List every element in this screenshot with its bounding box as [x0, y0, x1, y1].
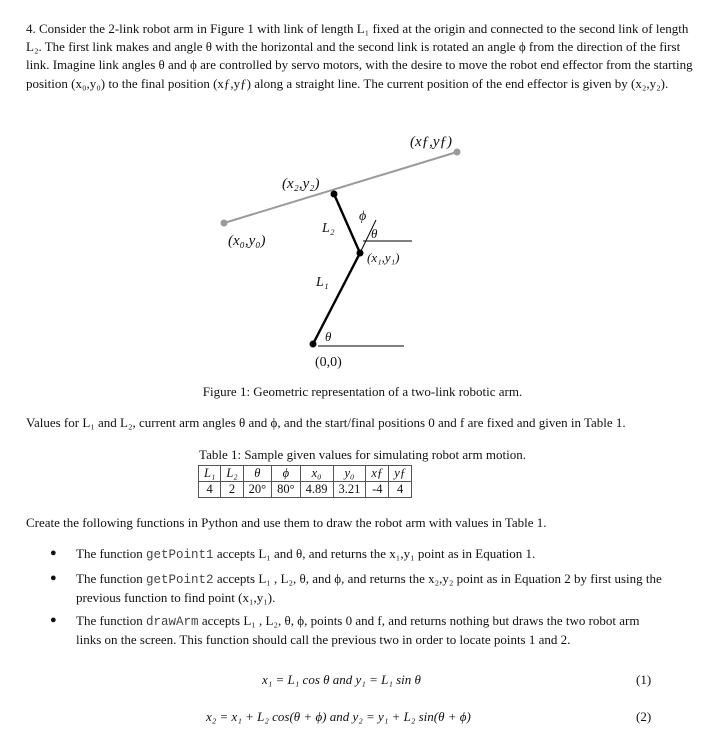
- table-cell: 4: [389, 482, 412, 498]
- label-xf-yf: (xƒ,yƒ): [410, 134, 453, 150]
- link-1: [313, 253, 360, 344]
- values-description: Values for L₁ and L₂, current arm angles θ and ϕ, and the start/final positions 0 and f are fixed and given in Table 1.: [26, 415, 626, 430]
- table-header-cell: θ: [243, 466, 272, 482]
- label-x2-y2: (x₂,y₂): [282, 176, 320, 192]
- end-effector: [331, 191, 338, 198]
- table-header-cell: ϕ: [272, 466, 301, 482]
- create-instruction: Create the following functions in Python and use them to draw the robot arm with values in Table 1.: [26, 515, 547, 530]
- start-point: [221, 220, 228, 227]
- equation-1-number: (1): [636, 672, 652, 687]
- origin-joint: [310, 341, 317, 348]
- values-table: [198, 465, 412, 498]
- table-cell: 3.21: [333, 482, 366, 498]
- table-caption: Table 1: Sample given values for simulating robot arm motion.: [199, 447, 526, 462]
- label-origin: (0,0): [315, 355, 342, 370]
- function-name: drawArm: [146, 614, 199, 629]
- table-cell: -4: [366, 482, 389, 498]
- link-2: [334, 194, 360, 253]
- function-name: getPoint2: [146, 572, 214, 587]
- table-cell: 80°: [272, 482, 301, 498]
- table-cell: 2: [221, 482, 243, 498]
- label-L2: L₂: [322, 221, 335, 236]
- label-phi: ϕ: [359, 209, 367, 224]
- table-cell: 4: [199, 482, 221, 498]
- label-x1-y1: (x₁,y₁): [367, 250, 400, 265]
- list-item: ● The function getPoint1 accepts L₁ and θ, and returns the x₁,y₁ point as in Equation 1.: [50, 545, 662, 565]
- equation-1: x₁ = L₁ cos θ and y₁ = L₁ sin θ: [262, 672, 421, 687]
- table-row: [199, 482, 412, 498]
- table-cell: 20°: [243, 482, 272, 498]
- list-item: ● The function getPoint2 accepts L₁ , L₂, θ, and ϕ, and returns the x₂,y₂ point as in Equation 2 by first using the previous function to find point (x₁,y₁).: [50, 570, 662, 607]
- label-x0-y0: (x₀,y₀): [228, 233, 266, 249]
- final-point: [454, 149, 461, 156]
- table-header-cell: x₀: [300, 466, 333, 482]
- label-theta-bottom: θ: [325, 329, 332, 344]
- list-item: ● The function drawArm accepts L₁ , L₂, θ, ϕ, points 0 and f, and returns nothing but draws the two robot arm links on the screen. This function should call the previous two in order to locate points 1 and 2.: [50, 612, 662, 649]
- table-header-cell: L₂: [221, 466, 243, 482]
- equation-2: x₂ = x₁ + L₂ cos(θ + ϕ) and y₂ = y₁ + L₂ sin(θ + ϕ): [206, 709, 471, 724]
- table-header-cell: y₀: [333, 466, 366, 482]
- equation-2-number: (2): [636, 709, 652, 724]
- problem-paragraph: 4. Consider the 2-link robot arm in Figure 1 with link of length L₁ fixed at the origin and connected to the second link of length L₂. The first link makes and angle θ with the horizontal and the second link is rotated an angle ϕ from the direction of the first link. Imagine link angles θ and ϕ are controlled by servo motors, with the desire to move the robot end effector from the starting position (x₀,y₀) to the final position (xƒ,yƒ) along a straight line. The current position of the end effector is given by (x₂,y₂).: [26, 21, 693, 91]
- label-theta-top: θ: [371, 226, 378, 241]
- table-header-row: [199, 466, 412, 482]
- figure-caption: Figure 1: Geometric representation of a two-link robotic arm.: [202, 384, 523, 399]
- function-name: getPoint1: [146, 548, 214, 562]
- table-header-cell: yƒ: [389, 466, 412, 482]
- table-header-cell: L₁: [199, 466, 221, 482]
- trajectory-line: [224, 152, 457, 223]
- label-L1: L₁: [316, 275, 329, 290]
- table-cell: 4.89: [300, 482, 333, 498]
- table-header-cell: xƒ: [366, 466, 389, 482]
- function-list: [50, 545, 662, 654]
